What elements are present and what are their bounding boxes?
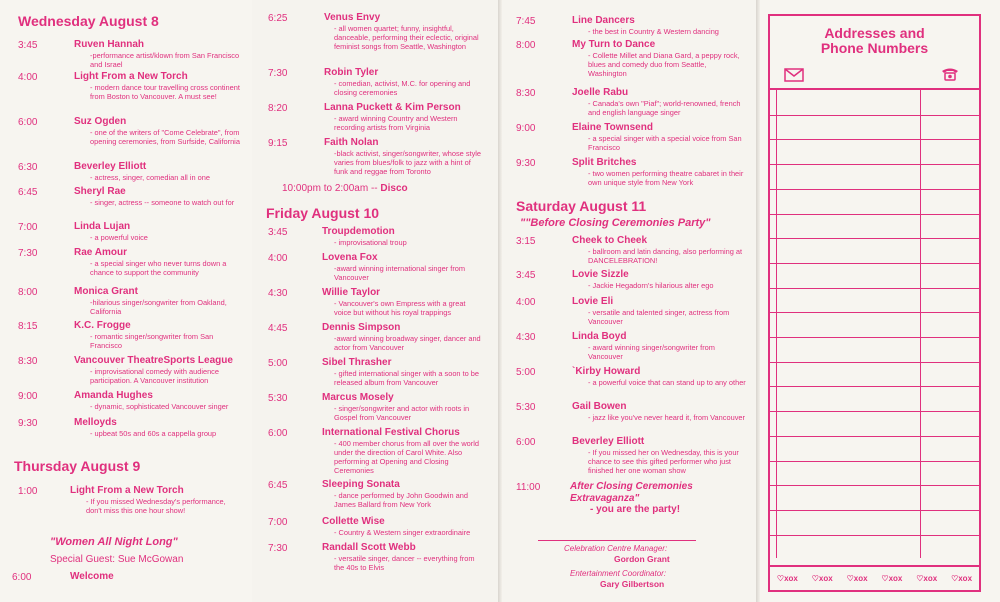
friday-late-item-description: - Collette Millet and Diana Gard, a peppy rock, blues and comedy duo from Seattle, Washington: [588, 51, 740, 78]
grid-row-line: [770, 436, 979, 437]
wednesday-item-time: 8:00: [18, 287, 38, 298]
grid-row-line: [770, 461, 979, 462]
friday-late-item-description: - Canada's own "Piaf"; world-renowned, french and english language singer: [588, 99, 741, 117]
grid-row-line: [770, 214, 979, 215]
thursday-late-item-performer: Venus Envy: [324, 12, 381, 23]
saturday-item-description: - If you missed her on Wednesday, this is your chance to see this gifted performer who just finished her one woman show: [588, 448, 739, 475]
wednesday-item-time: 7:00: [18, 222, 38, 233]
credits-divider: [538, 540, 696, 541]
friday-item-time: 6:45: [268, 480, 288, 491]
thursday-item-performer: Light From a New Torch: [70, 485, 184, 496]
saturday-item-description: - Jackie Hegadorn's hilarious alter ego: [588, 281, 714, 290]
grid-row-line: [770, 535, 979, 536]
grid-row-line: [770, 189, 979, 190]
thursday-late-item-description: - comedian, activist, M.C. for opening and closing ceremonies: [334, 79, 471, 97]
wednesday-item-performer: Beverley Elliott: [74, 161, 147, 172]
disco-time: 10:00pm to 2:00am --: [282, 183, 381, 194]
wednesday-item-time: 6:30: [18, 162, 38, 173]
friday-item-description: - dance performed by John Goodwin and James Ballard from New York: [334, 491, 468, 509]
wednesday-item-description: -hilarious singer/songwriter from Oakland, California: [90, 298, 227, 316]
wednesday-item-description: - one of the writers of "Come Celebrate", from opening ceremonies, from Surfside, California: [90, 128, 240, 146]
friday-item-description: -award winning broadway singer, dancer and actor from Vancouver: [334, 334, 481, 352]
friday-late-item-description: - a special singer with a special voice from San Francisco: [588, 134, 742, 152]
welcome-label: Welcome: [70, 571, 114, 582]
grid-row-line: [770, 238, 979, 239]
friday-late-item-performer: Split Britches: [572, 157, 637, 168]
friday-item-description: -award winning international singer from Vancouver: [334, 264, 466, 282]
friday-item-time: 7:30: [268, 543, 288, 554]
friday-item-description: - Vancouver's own Empress with a great voice but without his royal trappings: [334, 299, 466, 317]
wednesday-item-performer: Monica Grant: [74, 286, 138, 297]
wednesday-item-description: - upbeat 50s and 60s a cappella group: [90, 429, 217, 438]
saturday-item-time: 4:30: [516, 332, 536, 343]
friday-item-description: - gifted international singer with a soon to be released album from Vancouver: [334, 369, 480, 387]
friday-item-time: 5:30: [268, 393, 288, 404]
wednesday-item-time: 4:00: [18, 72, 38, 83]
thursday-item-description: - If you missed Wednesday's performance, don't miss this one hour show!: [86, 497, 226, 515]
saturday-item-time: 3:45: [516, 270, 536, 281]
manager-role: Celebration Centre Manager:: [564, 544, 668, 553]
grid-row-line: [770, 411, 979, 412]
day-heading-thursday: Thursday August 9: [14, 458, 141, 474]
grid-row-line: [770, 139, 979, 140]
thursday-late-item-time: 7:30: [268, 68, 288, 79]
disco-label: Disco: [380, 183, 408, 194]
thursday-late-item-description: - all women quartet; funny, insightful, danceable, performing their eclectic, original feminist songs from Seattle, Washington: [334, 24, 479, 51]
envelope-icon: [784, 68, 804, 82]
saturday-item-performer: Lovie Sizzle: [572, 269, 629, 280]
saturday-item-performer: Gail Bowen: [572, 401, 627, 412]
friday-late-item-description: - the best in Country & Western dancing: [588, 27, 719, 36]
friday-item-time: 6:00: [268, 428, 288, 439]
xox-mark: ♡xox: [811, 573, 833, 583]
friday-item-performer: Dennis Simpson: [322, 322, 401, 333]
friday-item-time: 5:00: [268, 358, 288, 369]
thursday-late-item-performer: Faith Nolan: [324, 137, 379, 148]
saturday-item-performer: Beverley Elliott: [572, 436, 645, 447]
friday-item-description: - improvisational troup: [334, 238, 407, 247]
wednesday-item-performer: K.C. Frogge: [74, 320, 131, 331]
grid-column-line: [920, 90, 921, 558]
friday-item-performer: Sibel Thrasher: [322, 357, 392, 368]
friday-item-time: 4:45: [268, 323, 288, 334]
friday-item-performer: Randall Scott Webb: [322, 542, 416, 553]
friday-item-time: 7:00: [268, 517, 288, 528]
wednesday-item-description: - romantic singer/songwriter from San Francisco: [90, 332, 214, 350]
friday-late-item-time: 9:30: [516, 158, 536, 169]
wednesday-item-performer: Amanda Hughes: [74, 390, 153, 401]
friday-item-description: - singer/songwriter and actor with roots in Gospel from Vancouver: [334, 404, 470, 422]
grid-row-line: [770, 337, 979, 338]
friday-late-item-performer: Line Dancers: [572, 15, 635, 26]
xox-mark: ♡xox: [916, 573, 938, 583]
saturday-item-performer: Lovie Eli: [572, 296, 614, 307]
thursday-late-item-description: -black activist, singer/songwriter, whose style varies from blues/folk to jazz with a hint of funk and reggae from Toronto: [334, 149, 482, 176]
wednesday-item-description: - dynamic, sophisticated Vancouver singer: [90, 402, 229, 411]
friday-item-performer: Lovena Fox: [322, 252, 378, 263]
friday-item-performer: Collette Wise: [322, 516, 385, 527]
address-book: [768, 14, 981, 592]
grid-row-line: [770, 362, 979, 363]
xox-footer: [770, 570, 979, 586]
wednesday-item-time: 6:00: [18, 117, 38, 128]
friday-item-time: 4:30: [268, 288, 288, 299]
friday-item-description: - 400 member chorus from all over the world under the direction of Carol White. Also performing at Opening and Closing Ceremonies: [334, 439, 479, 475]
fold-crease: [756, 0, 760, 602]
wednesday-item-description: -performance artist/klown from San Francisco and Israel: [90, 51, 240, 69]
friday-item-performer: Sleeping Sonata: [322, 479, 400, 490]
wednesday-item-performer: Ruven Hannah: [74, 39, 145, 50]
thursday-late-item-time: 9:15: [268, 138, 288, 149]
grid-row-line: [770, 312, 979, 313]
saturday-item-description: - ballroom and latin dancing, also performing at DANCELEBRATION!: [588, 247, 743, 265]
wednesday-item-performer: Vancouver TheatreSports League: [74, 355, 233, 366]
friday-late-item-description: - two women performing theatre cabaret in their own unique style from New York: [588, 169, 744, 187]
day-heading-saturday: Saturday August 11: [516, 198, 647, 214]
wednesday-item-time: 6:45: [18, 187, 38, 198]
grid-column-line: [776, 90, 777, 558]
saturday-item-time: 4:00: [516, 297, 536, 308]
saturday-item-performer: Linda Boyd: [572, 331, 627, 342]
thursday-late-item-performer: Lanna Puckett & Kim Person: [324, 102, 461, 113]
wednesday-item-time: 7:30: [18, 248, 38, 259]
saturday-item-description: - award winning singer/songwriter from Vancouver: [588, 343, 715, 361]
friday-late-item-time: 8:00: [516, 40, 536, 51]
fold-crease: [498, 0, 502, 602]
friday-late-item-performer: Joelle Rabu: [572, 87, 629, 98]
manager-name: Gordon Grant: [614, 554, 670, 564]
wednesday-item-description: - singer, actress -- someone to watch out for: [90, 198, 235, 207]
finale-description: - you are the party!: [590, 504, 681, 515]
wednesday-item-time: 9:00: [18, 391, 38, 402]
saturday-item-description: - a powerful voice that can stand up to any other: [588, 378, 746, 387]
wednesday-item-description: - a special singer who never turns down a chance to support the community: [90, 259, 227, 277]
friday-item-time: 3:45: [268, 227, 288, 238]
grid-row-line: [770, 510, 979, 511]
wednesday-item-description: - improvisational comedy with audience participation. A Vancouver institution: [90, 367, 219, 385]
wednesday-item-performer: Rae Amour: [74, 247, 127, 258]
thursday-item-time: 1:00: [18, 486, 38, 497]
thursday-late-item-time: 8:20: [268, 103, 288, 114]
xox-mark: ♡xox: [846, 573, 868, 583]
finale-name: After Closing Ceremonies Extravaganza": [570, 481, 693, 504]
day-heading-friday: Friday August 10: [266, 205, 380, 221]
friday-item-performer: Marcus Mosely: [322, 392, 394, 403]
friday-late-item-time: 7:45: [516, 16, 536, 27]
thursday-late-item-description: - award winning Country and Western recording artists from Virginia: [334, 114, 458, 132]
coordinator-role: Entertainment Coordinator:: [570, 569, 667, 578]
thursday-late-item-performer: Robin Tyler: [324, 67, 379, 78]
friday-item-performer: Troupdemotion: [322, 226, 395, 237]
wednesday-item-time: 8:15: [18, 321, 38, 332]
wednesday-item-description: - actress, singer, comedian all in one: [90, 173, 210, 182]
welcome-time: 6:00: [12, 572, 32, 583]
grid-row-line: [770, 263, 979, 264]
xox-mark: ♡xox: [881, 573, 903, 583]
footer-divider: [770, 565, 979, 567]
address-grid[interactable]: [770, 88, 979, 584]
friday-late-item-time: 8:30: [516, 88, 536, 99]
saturday-item-performer: Cheek to Cheek: [572, 235, 648, 246]
wednesday-item-description: - a powerful voice: [90, 233, 148, 242]
address-book-title: [770, 26, 979, 56]
wednesday-item-time: 8:30: [18, 356, 38, 367]
xox-mark: ♡xox: [776, 573, 798, 583]
telephone-icon: [940, 66, 960, 82]
special-event-title: "Women All Night Long": [50, 536, 178, 548]
wednesday-item-performer: Suz Ogden: [74, 116, 127, 127]
wednesday-item-performer: Sheryl Rae: [74, 186, 126, 197]
friday-late-item-performer: Elaine Townsend: [572, 122, 653, 133]
wednesday-item-time: 3:45: [18, 40, 38, 51]
thursday-late-item-time: 6:25: [268, 13, 288, 24]
wednesday-item-time: 9:30: [18, 418, 38, 429]
disco-listing: [282, 183, 408, 194]
wednesday-item-performer: Melloyds: [74, 417, 117, 428]
xox-mark: ♡xox: [951, 573, 973, 583]
grid-row-line: [770, 115, 979, 116]
special-guest: Special Guest: Sue McGowan: [50, 554, 184, 565]
day-heading-wednesday: Wednesday August 8: [18, 13, 159, 29]
friday-item-description: - Country & Western singer extraordinaire: [334, 528, 471, 537]
address-book-title-line1: Addresses and: [824, 25, 925, 41]
friday-item-description: - versatile singer, dancer -- everything from the 40s to Elvis: [334, 554, 475, 572]
grid-row-line: [770, 164, 979, 165]
grid-row-line: [770, 288, 979, 289]
wednesday-item-description: - modern dance tour travelling cross continent from Boston to Vancouver. A must see!: [90, 83, 240, 101]
wednesday-item-performer: Light From a New Torch: [74, 71, 188, 82]
saturday-item-time: 6:00: [516, 437, 536, 448]
saturday-item-time: 5:00: [516, 367, 536, 378]
grid-row-line: [770, 485, 979, 486]
saturday-item-time: 3:15: [516, 236, 536, 247]
saturday-item-time: 5:30: [516, 402, 536, 413]
coordinator-name: Gary Gilbertson: [600, 579, 665, 589]
friday-late-item-time: 9:00: [516, 123, 536, 134]
saturday-subtitle: ""Before Closing Ceremonies Party": [520, 217, 711, 229]
saturday-item-description: - jazz like you've never heard it, from Vancouver: [588, 413, 745, 422]
saturday-item-description: - versatile and talented singer, actress from Vancouver: [588, 308, 730, 326]
friday-item-time: 4:00: [268, 253, 288, 264]
grid-row-line: [770, 386, 979, 387]
address-book-title-line2: Phone Numbers: [820, 40, 929, 56]
finale-time: 11:00: [516, 482, 541, 493]
friday-item-performer: International Festival Chorus: [322, 427, 460, 438]
wednesday-item-performer: Linda Lujan: [74, 221, 131, 232]
friday-item-performer: Willie Taylor: [322, 287, 381, 298]
saturday-item-performer: `Kirby Howard: [572, 366, 641, 377]
friday-late-item-performer: My Turn to Dance: [572, 39, 656, 50]
